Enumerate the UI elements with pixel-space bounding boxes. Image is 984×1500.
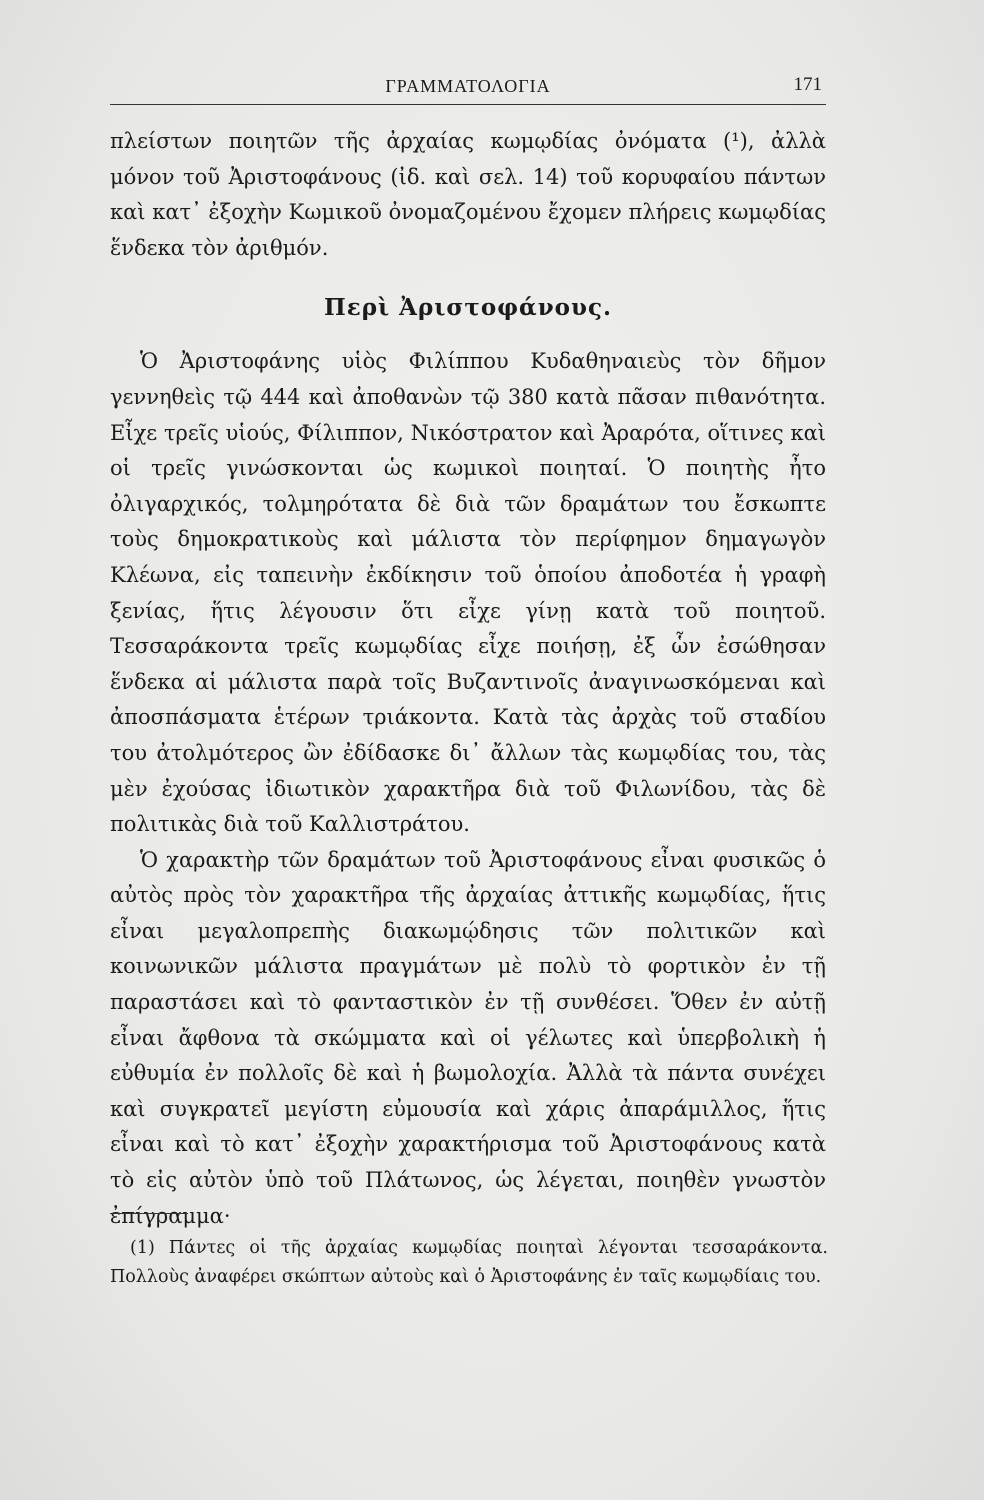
paragraph-intro: πλείστων ποιητῶν τῆς ἀρχαίας κωμῳδίας ὀνόματα (¹), ἀλλὰ μόνον τοῦ Ἀριστοφάνους (ἰδ. καὶ σελ. 14) τοῦ κορυφαίου πάντων καὶ κατ᾽ ἐξοχὴν Κωμικοῦ ὀνομαζομένου ἔχομεν πλήρεις κωμῳδίας ἕνδεκα τὸν ἀριθμόν. <box>110 129 826 260</box>
running-head <box>110 76 826 100</box>
paragraph-biography: Ὁ Ἀριστοφάνης υἱὸς Φιλίππου Κυδαθηναιεὺς τὸν δῆμον γεννηθεὶς τῷ 444 καὶ ἀποθανὼν τῷ 380 κατὰ πᾶσαν πιθανότητα. Εἶχε τρεῖς υἱούς, Φίλιππον, Νικόστρατον καὶ Ἀραρότα, οἵτινες καὶ οἱ τρεῖς γινώσκονται ὡς κωμικοὶ ποιηταί. Ὁ ποιητὴς ἦτο ὀλιγαρχικός, τολμηρότατα δὲ διὰ τῶν δραμάτων του ἔσκωπτε τοὺς δημοκρατικοὺς καὶ μάλιστα τὸν περίφημον δημαγωγὸν Κλέωνα, εἰς ταπεινὴν ἐκδίκησιν τοῦ ὁποίου ἀποδοτέα ἡ γραφὴ ξενίας, ἥτις λέγουσιν ὅτι εἶχε γίνῃ κατὰ τοῦ ποιητοῦ. Τεσσαράκοντα τρεῖς κωμῳδίας εἶχε ποιήσῃ, ἐξ ὧν ἐσώθησαν ἕνδεκα αἱ μάλιστα παρὰ τοῖς Βυζαντινοῖς ἀναγινωσκόμεναι καὶ ἀποσπάσματα ἑτέρων τριάκοντα. Κατὰ τὰς ἀρχὰς τοῦ σταδίου του ἀτολμότερος ὢν ἐδίδασκε δι᾽ ἄλλων τὰς κωμῳδίας του, τὰς μὲν ἐχούσας ἰδιωτικὸν χαρακτῆρα διὰ τοῦ Φιλωνίδου, τὰς δὲ πολιτικὰς διὰ τοῦ Καλλιστράτου. <box>110 349 826 837</box>
footnote-rule <box>110 1213 188 1214</box>
paragraph-character: Ὁ χαρακτὴρ τῶν δραμάτων τοῦ Ἀριστοφάνους εἶναι φυσικῶς ὁ αὐτὸς πρὸς τὸν χαρακτῆρα τῆς ἀρχαίας ἀττικῆς κωμῳδίας, ἥτις εἶναι μεγαλοπρεπὴς διακωμῴδησις τῶν πολιτικῶν καὶ κοινωνικῶν μάλιστα πραγμάτων μὲ πολὺ τὸ φορτικὸν ἐν τῇ παραστάσει καὶ τὸ φανταστικὸν ἐν τῇ συνθέσει. Ὅθεν ἐν αὐτῇ εἶναι ἄφθονα τὰ σκώμματα καὶ οἱ γέλωτες καὶ ὑπερβολικὴ ἡ εὐθυμία ἐν πολλοῖς δὲ καὶ ἡ βωμολοχία. Ἀλλὰ τὰ πάντα συνέχει καὶ συγκρατεῖ μεγίστη εὐμουσία καὶ χάρις ἀπαράμιλλος, ἥτις εἶναι καὶ τὸ κατ᾽ ἐξοχὴν χαρακτήρισμα τοῦ Ἀριστοφάνους κατὰ τὸ εἰς αὐτὸν ὑπὸ τοῦ Πλάτωνος, ὡς λέγεται, ποιηθὲν γνωστὸν ἐπίγραμμα· <box>110 847 826 1228</box>
running-title: ΓΡΑΜΜΑΤΟΛΟΓΙΑ <box>385 76 551 96</box>
footnotes <box>110 1234 828 1292</box>
header-rule <box>110 104 826 105</box>
footnote-1: (1) Πάντες οἱ τῆς ἀρχαίας κωμῳδίας ποιηταὶ λέγονται τεσσαράκοντα. Πολλοὺς ἀναφέρει σκώπτων αὐτοὺς καὶ ὁ Ἀριστοφάνης ἐν ταῖς κωμῳδίαις του. <box>110 1238 828 1287</box>
main-text <box>110 124 826 1234</box>
section-heading: Περὶ Ἀριστοφάνους. <box>324 294 612 322</box>
page-number: 171 <box>793 74 822 95</box>
